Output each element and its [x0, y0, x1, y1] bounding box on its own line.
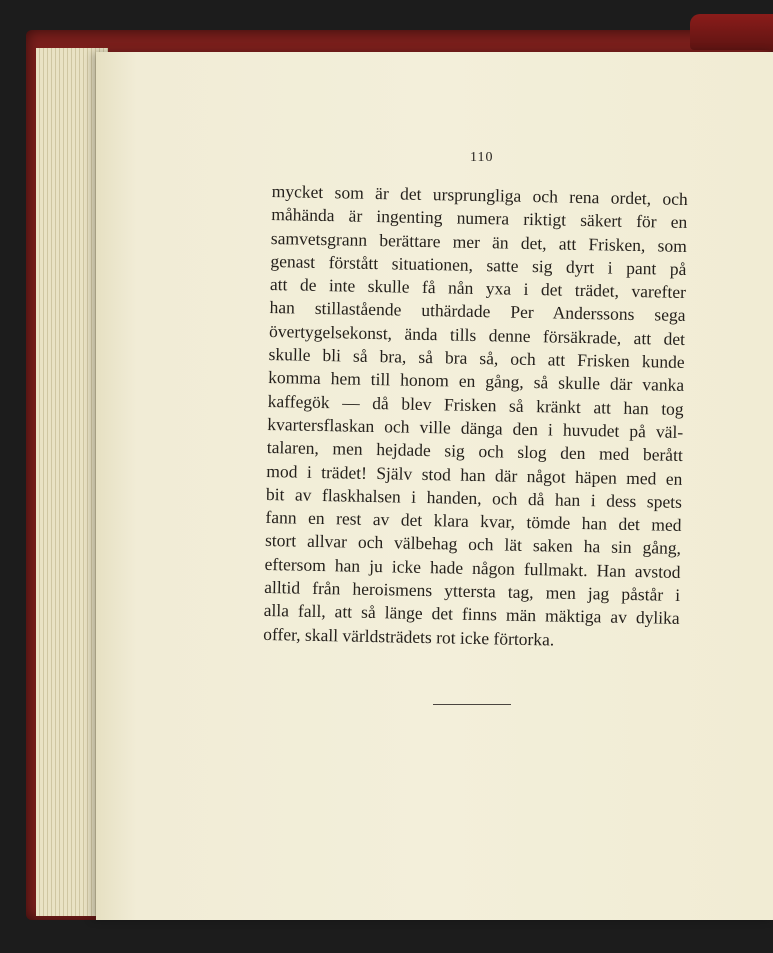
- text-line: komma hem till honom en gång, så skulle där vanka: [268, 367, 685, 396]
- text-line: kaffegök — då blev Frisken så kränkt att han tog: [267, 390, 684, 419]
- text-line: kvartersflaskan och ville dänga den i huvudet på väl-: [267, 413, 684, 442]
- text-line: övertygelsekonst, ända tills denne försäkrade, att det: [268, 320, 686, 349]
- text-line: eftersom han ju icke hade någon fullmakt. Han avstod: [264, 553, 681, 582]
- page-number: 110: [470, 150, 494, 165]
- text-line: att de inte skulle få nån yxa i det trädet, varefter: [269, 274, 687, 303]
- text-line: genast förstått situationen, satte sig dyrt i pant på: [270, 250, 687, 279]
- text-line: mod i trädet! Själv stod han där något häpen med en: [266, 460, 683, 489]
- text-line: alltid från heroismens yttersta tag, men jag påstår i: [263, 576, 681, 605]
- text-line: stort allvar och välbehag och lät saken ha sin gång,: [264, 530, 682, 559]
- text-line: han stillastående uthärdade Per Anderssons sega: [269, 297, 686, 326]
- text-line: måhända är ingenting numera riktigt säkert för en: [271, 204, 688, 233]
- text-line: offer, skall världsträdets rot icke förtorka.: [263, 623, 555, 650]
- text-line: bit av flaskhalsen i handen, och då han i dess spets: [265, 483, 683, 512]
- text-line: samvetsgrann berättare mer än det, att Frisken, som: [270, 227, 688, 256]
- text-line: mycket som är det ursprungliga och rena ordet, och: [271, 180, 688, 209]
- end-rule: [433, 704, 511, 705]
- text-line: alla fall, att så länge det finns män mäktiga av dylika: [263, 600, 680, 629]
- text-line: skulle bli så bra, så bra så, och att Frisken kunde: [268, 344, 685, 373]
- body-text: [263, 180, 688, 654]
- book-spine: [690, 14, 773, 50]
- text-line: fann en rest av det klara kvar, tömde han det med: [265, 507, 682, 536]
- text-line: talaren, men hejdade sig och slog den med berått: [266, 437, 683, 466]
